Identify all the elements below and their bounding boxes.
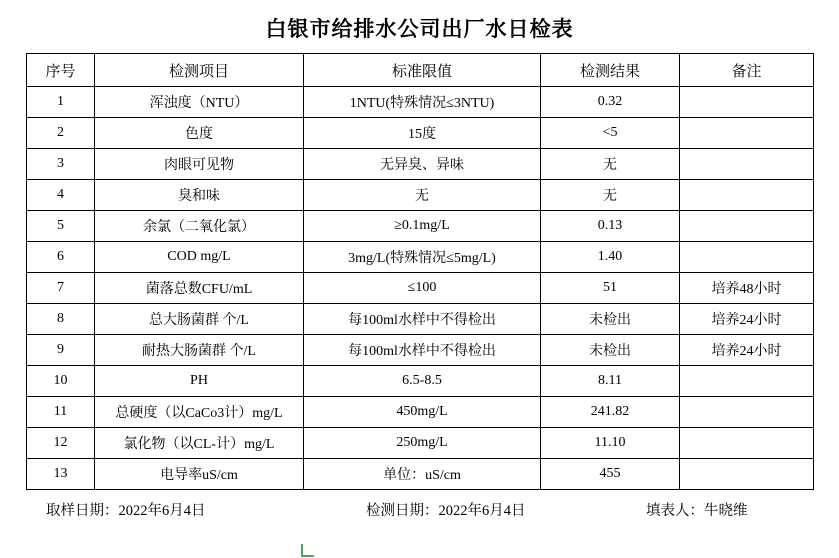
cell-item: COD mg/L <box>95 242 304 273</box>
cell-no: 11 <box>27 397 95 428</box>
cell-limit: 无 <box>304 180 541 211</box>
cell-result: 无 <box>541 149 680 180</box>
table-row <box>27 87 814 118</box>
cell-remark: 培养24小时 <box>680 335 814 366</box>
cell-remark: 培养48小时 <box>680 273 814 304</box>
cell-remark <box>680 87 814 118</box>
table-row <box>27 335 814 366</box>
cell-no: 2 <box>27 118 95 149</box>
cell-limit: ≥0.1mg/L <box>304 211 541 242</box>
cell-remark <box>680 118 814 149</box>
cell-item: 色度 <box>95 118 304 149</box>
cell-no: 10 <box>27 366 95 397</box>
water-quality-table <box>26 53 814 490</box>
table-header-row <box>27 54 814 87</box>
cell-no: 5 <box>27 211 95 242</box>
cell-result: 8.11 <box>541 366 680 397</box>
cell-result: 455 <box>541 459 680 490</box>
cell-limit: 单位：uS/cm <box>304 459 541 490</box>
cell-no: 7 <box>27 273 95 304</box>
cell-limit: 450mg/L <box>304 397 541 428</box>
page-title: 白银市给排水公司出厂水日检表 <box>265 17 574 41</box>
cell-result: 11.10 <box>541 428 680 459</box>
table-row <box>27 118 814 149</box>
cell-limit: 6.5-8.5 <box>304 366 541 397</box>
table-row <box>27 242 814 273</box>
cell-item: 浑浊度（NTU） <box>95 87 304 118</box>
cell-remark <box>680 366 814 397</box>
table-row <box>27 273 814 304</box>
table-row <box>27 211 814 242</box>
testing-date: 检测日期：2022年6月4日 <box>366 503 526 519</box>
cell-no: 12 <box>27 428 95 459</box>
cell-remark <box>680 459 814 490</box>
cell-no: 1 <box>27 87 95 118</box>
cell-result: 未检出 <box>541 304 680 335</box>
filled-by: 填表人：牛晓维 <box>646 503 748 519</box>
cell-result: <5 <box>541 118 680 149</box>
crop-mark-icon <box>300 544 316 558</box>
cell-no: 4 <box>27 180 95 211</box>
table-header <box>27 54 814 87</box>
cell-item: 总大肠菌群 个/L <box>95 304 304 335</box>
cell-limit: 每100ml水样中不得检出 <box>304 304 541 335</box>
cell-limit: 15度 <box>304 118 541 149</box>
cell-remark <box>680 149 814 180</box>
cell-limit: 3mg/L(特殊情况≤5mg/L) <box>304 242 541 273</box>
cell-item: 菌落总数CFU/mL <box>95 273 304 304</box>
column-header-result: 检测结果 <box>541 54 680 87</box>
table-row <box>27 397 814 428</box>
sampling-date: 取样日期：2022年6月4日 <box>46 503 206 519</box>
report-table-container <box>26 53 813 490</box>
cell-remark <box>680 242 814 273</box>
column-header-limit: 标准限值 <box>304 54 541 87</box>
table-row <box>27 366 814 397</box>
cell-remark <box>680 428 814 459</box>
cell-item: 氯化物（以CL-计）mg/L <box>95 428 304 459</box>
footer <box>26 490 813 523</box>
table-row <box>27 428 814 459</box>
cell-item: 余氯（二氧化氯） <box>95 211 304 242</box>
cell-remark <box>680 180 814 211</box>
table-row <box>27 149 814 180</box>
table-row <box>27 459 814 490</box>
table-row <box>27 180 814 211</box>
cell-item: 总硬度（以CaCo3计）mg/L <box>95 397 304 428</box>
cell-result: 241.82 <box>541 397 680 428</box>
cell-no: 3 <box>27 149 95 180</box>
cell-limit: 250mg/L <box>304 428 541 459</box>
cell-limit: 无异臭、异味 <box>304 149 541 180</box>
cell-item: PH <box>95 366 304 397</box>
table-row <box>27 304 814 335</box>
cell-remark <box>680 397 814 428</box>
column-header-remark: 备注 <box>680 54 814 87</box>
cell-result: 无 <box>541 180 680 211</box>
cell-result: 51 <box>541 273 680 304</box>
cell-no: 8 <box>27 304 95 335</box>
cell-item: 耐热大肠菌群 个/L <box>95 335 304 366</box>
column-header-no: 序号 <box>27 54 95 87</box>
cell-limit: ≤100 <box>304 273 541 304</box>
cell-result: 1.40 <box>541 242 680 273</box>
cell-result: 0.13 <box>541 211 680 242</box>
cell-no: 13 <box>27 459 95 490</box>
table-body <box>27 87 814 490</box>
cell-no: 9 <box>27 335 95 366</box>
cell-result: 未检出 <box>541 335 680 366</box>
cell-remark: 培养24小时 <box>680 304 814 335</box>
cell-limit: 每100ml水样中不得检出 <box>304 335 541 366</box>
column-header-item: 检测项目 <box>95 54 304 87</box>
cell-item: 肉眼可见物 <box>95 149 304 180</box>
cell-item: 电导率uS/cm <box>95 459 304 490</box>
cell-remark <box>680 211 814 242</box>
cell-no: 6 <box>27 242 95 273</box>
cell-item: 臭和味 <box>95 180 304 211</box>
cell-result: 0.32 <box>541 87 680 118</box>
cell-limit: 1NTU(特殊情况≤3NTU) <box>304 87 541 118</box>
